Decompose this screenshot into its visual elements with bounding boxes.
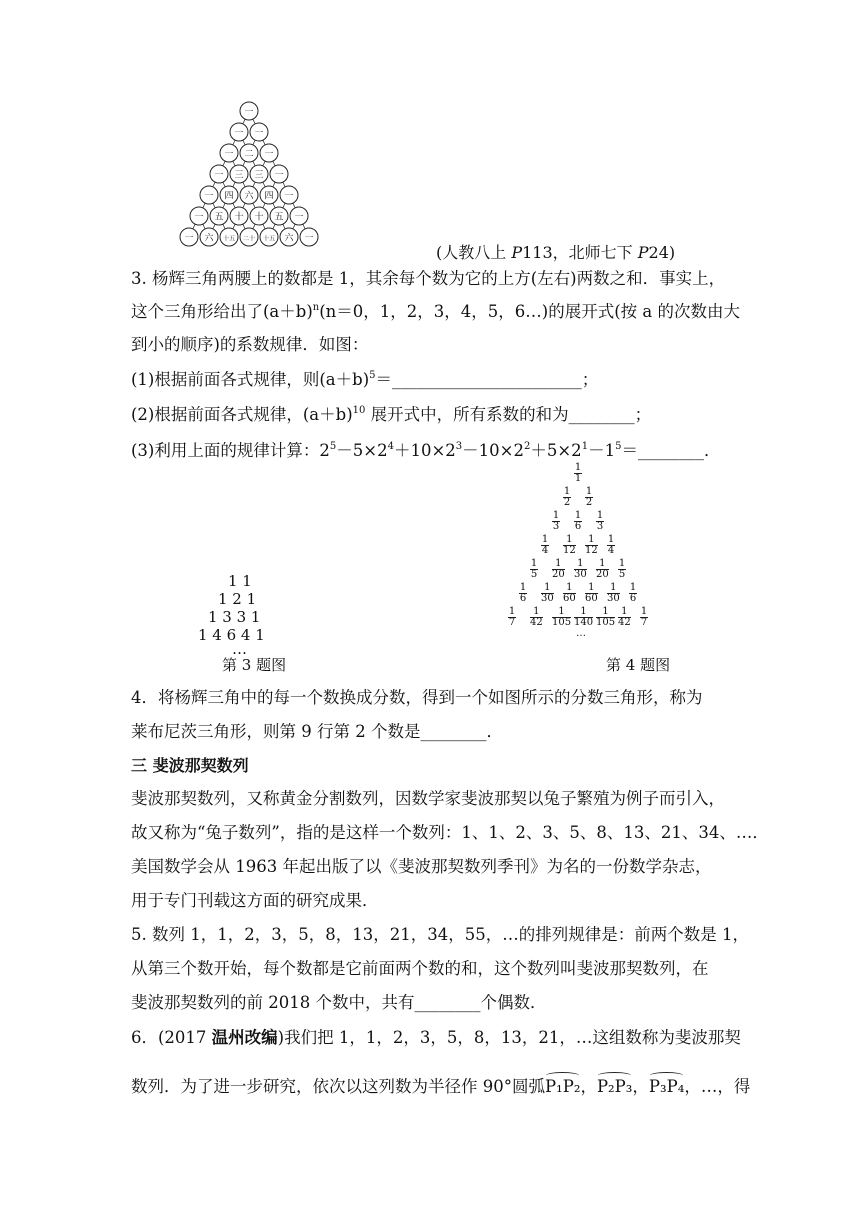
fraction-cell (629, 583, 637, 604)
fraction-numerator: 1 (541, 534, 549, 545)
q5-line-3: 斐波那契数列的前 2018 个数中，共有________个偶数． (131, 993, 547, 1012)
q3-line-2: 这个三角形给出了$(a+b)^n(n=0$，1，2，3，4，5，6…)的展开式(按 a 的次数由大 (131, 302, 740, 321)
source-note: (人教八上 P113，北师七下 P24) (436, 243, 676, 262)
fraction-cell (607, 583, 620, 604)
numeral-label: 二 (244, 149, 254, 160)
q6-line-1: 6．(2017 温州改编)我们把 1，1，2，3，5，8，13，21，…这组数称为斐波那契 (131, 1028, 741, 1047)
fraction-numerator: 1 (602, 606, 609, 617)
fraction-denominator: 5 (618, 569, 626, 580)
fraction-denominator: 12 (585, 545, 598, 556)
fraction-denominator: 42 (530, 617, 543, 628)
fraction-numerator: 1 (588, 534, 595, 545)
yanghui-circle-triangle-figure (176, 100, 322, 260)
fraction-numerator: 1 (555, 558, 562, 569)
fraction-cell (574, 463, 582, 484)
fraction-denominator: 4 (541, 545, 549, 556)
fraction-numerator: 1 (533, 606, 540, 617)
numeral-label: 四 (224, 191, 234, 202)
section-3-title: 三 斐波那契数列 (131, 756, 249, 775)
numeral-label: 一 (214, 170, 224, 181)
fraction-numerator: 1 (577, 558, 584, 569)
fraction-denominator: 12 (563, 545, 576, 556)
fraction-denominator: 3 (552, 521, 560, 532)
fraction-numerator: 1 (530, 558, 538, 569)
fraction-numerator: 1 (508, 606, 516, 617)
q3-line-3: 到小的顺序)的系数规律．如图： (131, 335, 369, 354)
fraction-cell (574, 559, 587, 580)
fraction-denominator: 30 (541, 593, 554, 604)
intro-line-4: 用于专门刊载这方面的研究成果． (131, 891, 379, 910)
numeral-label: 三 (234, 170, 244, 181)
fraction-cell (530, 607, 543, 628)
q3-line-1: 3. 杨辉三角两腰上的数都是 1，其余每个数为它的上方(左右)两数之和．事实上， (131, 269, 726, 288)
fraction-numerator: 1 (621, 606, 628, 617)
arc-p1p2: P₁P₂ (545, 1075, 580, 1099)
numeral-label: 一 (244, 107, 254, 118)
fraction-denominator: 20 (552, 569, 565, 580)
numeral-label: 三 (254, 170, 264, 181)
fraction-denominator: 140 (574, 617, 594, 628)
fraction-denominator: 1 (574, 473, 582, 484)
numeral-label: 二十 (242, 235, 256, 243)
numeral-label: 一 (264, 149, 274, 160)
numeral-label: 五 (274, 212, 284, 223)
fraction-cell (596, 559, 609, 580)
fraction-numerator: 1 (596, 510, 604, 521)
q5-line-2: 从第三个数开始，每个数都是它前面两个数的和，这个数列叫斐波那契数列，在 (131, 959, 709, 978)
fraction-cell (563, 487, 571, 508)
fraction-denominator: 42 (618, 617, 631, 628)
fraction-denominator: 6 (629, 593, 637, 604)
fraction-cell (530, 559, 538, 580)
fraction-numerator: 1 (607, 534, 615, 545)
fraction-cell (618, 607, 631, 628)
fraction-denominator: 2 (563, 497, 571, 508)
numeral-label: 十五 (222, 235, 236, 243)
q3-sub-1: (1)根据前面各式规律，则$(a+b)^5=\_\_\_\_\_\_\_\_\_\_\_\_\_\_\_\_\_\_\_\_\_\_\_$； (131, 370, 599, 389)
pascal-row: 1 1 (228, 572, 252, 590)
fraction-cell (563, 535, 576, 556)
numeral-label: 一 (224, 149, 234, 160)
q5-line-1: 5. 数列 1，1，2，3，5，8，13，21，34，55，…的排列规律是：前两个数是 1， (131, 925, 749, 944)
pascal-row: 1 3 3 1 (208, 608, 261, 626)
fraction-cell (519, 583, 527, 604)
numeral-label: 十 (254, 212, 264, 223)
fraction-cell (640, 607, 648, 628)
fraction-cell (508, 607, 516, 628)
numeral-label: 十五 (262, 235, 276, 243)
q3-sub-3: (3)利用上面的规律计算：$2^5-5\times 2^4+10\times 2^3-10\times 2^2+5\times 2^1-1^5=\_\_\_\_\_\_\_\_$． (131, 441, 721, 460)
fraction-cell (585, 583, 598, 604)
fraction-denominator: 3 (596, 521, 604, 532)
fraction-denominator: 6 (574, 521, 582, 532)
fraction-denominator: 105 (596, 617, 616, 628)
fraction-cell (552, 559, 565, 580)
fraction-denominator: 7 (508, 617, 516, 628)
fraction-numerator: 1 (585, 486, 593, 497)
fraction-cell (552, 607, 571, 628)
fraction-cell (541, 583, 554, 604)
fraction-denominator: 6 (519, 593, 527, 604)
fraction-cell (596, 511, 604, 532)
numeral-label: 一 (284, 191, 294, 202)
fraction-numerator: 1 (552, 510, 560, 521)
fraction-denominator: 60 (563, 593, 576, 604)
figure-3-caption: 第 3 题图 (222, 656, 287, 674)
fraction-cell (541, 535, 549, 556)
fraction-denominator: 60 (585, 593, 598, 604)
numeral-label: 一 (274, 170, 284, 181)
fraction-ellipsis: … (576, 628, 586, 639)
fraction-numerator: 1 (544, 582, 551, 593)
fraction-numerator: 1 (558, 606, 565, 617)
fraction-cell (563, 583, 576, 604)
arc-p2p3: P₂P₃ (597, 1075, 632, 1099)
fraction-denominator: 7 (640, 617, 648, 628)
fraction-numerator: 1 (618, 558, 626, 569)
fraction-numerator: 1 (574, 462, 582, 473)
intro-line-2: 故又称为“兔子数列”，指的是这样一个数列：1、1、2、3、5、8、13、21、34、…． (131, 823, 769, 842)
fraction-cell (574, 511, 582, 532)
figure-4-caption: 第 4 题图 (606, 656, 671, 674)
fraction-denominator: 5 (530, 569, 538, 580)
fraction-cell (585, 535, 598, 556)
fraction-numerator: 1 (566, 582, 573, 593)
fraction-cell (585, 487, 593, 508)
numeral-label: 一 (254, 128, 264, 139)
fraction-numerator: 1 (566, 534, 573, 545)
fraction-denominator: 2 (585, 497, 593, 508)
fraction-denominator: 30 (607, 593, 620, 604)
fraction-numerator: 1 (599, 558, 606, 569)
numeral-label: 十 (234, 212, 244, 223)
fraction-denominator: 20 (596, 569, 609, 580)
fraction-numerator: 1 (588, 582, 595, 593)
arc-p3p4: P₃P₄ (649, 1075, 684, 1099)
pascal-row: 1 2 1 (218, 590, 257, 608)
fraction-cell (552, 511, 560, 532)
q3-sub-2: (2)根据前面各式规律，$(a+b)^{10}$ 展开式中，所有系数的和为________； (131, 405, 652, 424)
fraction-cell (596, 607, 615, 628)
fraction-numerator: 1 (610, 582, 617, 593)
q4-line-1: 4．将杨辉三角中的每一个数换成分数，得到一个如图所示的分数三角形，称为 (131, 688, 703, 707)
numeral-label: 六 (244, 191, 254, 202)
fraction-cell (607, 535, 615, 556)
q6-line-2: 数列．为了进一步研究，依次以这列数为半径作 90°圆弧P₁P₂，P₂P₃，P₃P₄，…，得 (131, 1075, 751, 1099)
fraction-numerator: 1 (640, 606, 648, 617)
fraction-cell (574, 607, 593, 628)
numeral-label: 一 (184, 233, 194, 244)
numeral-label: 一 (204, 191, 214, 202)
fraction-numerator: 1 (629, 582, 637, 593)
pascal-ellipsis: … (232, 640, 247, 658)
fraction-numerator: 1 (563, 486, 571, 497)
intro-line-1: 斐波那契数列，又称黄金分割数列，因数学家斐波那契以兔子繁殖为例子而引入， (131, 789, 725, 808)
leibniz-fraction-triangle-figure (500, 463, 670, 643)
numeral-label: 六 (204, 233, 214, 244)
numeral-label: 一 (194, 212, 204, 223)
fraction-numerator: 1 (519, 582, 527, 593)
fraction-numerator: 1 (574, 510, 582, 521)
fraction-denominator: 105 (552, 617, 572, 628)
fraction-denominator: 4 (607, 545, 615, 556)
numeral-label: 一 (234, 128, 244, 139)
fraction-cell (618, 559, 626, 580)
numeral-label: 四 (264, 191, 274, 202)
q4-line-2: 莱布尼茨三角形，则第 9 行第 2 个数是________． (131, 722, 503, 741)
pascal-row: 1 4 6 4 1 (198, 626, 265, 644)
numeral-label: 五 (214, 212, 224, 223)
numeral-label: 六 (284, 233, 294, 244)
numeral-label: 一 (304, 233, 314, 244)
numeral-label: 一 (294, 212, 304, 223)
fraction-denominator: 30 (574, 569, 587, 580)
intro-line-3: 美国数学会从 1963 年起出版了以《斐波那契数列季刊》为名的一份数学杂志， (131, 857, 712, 876)
fraction-numerator: 1 (580, 606, 587, 617)
